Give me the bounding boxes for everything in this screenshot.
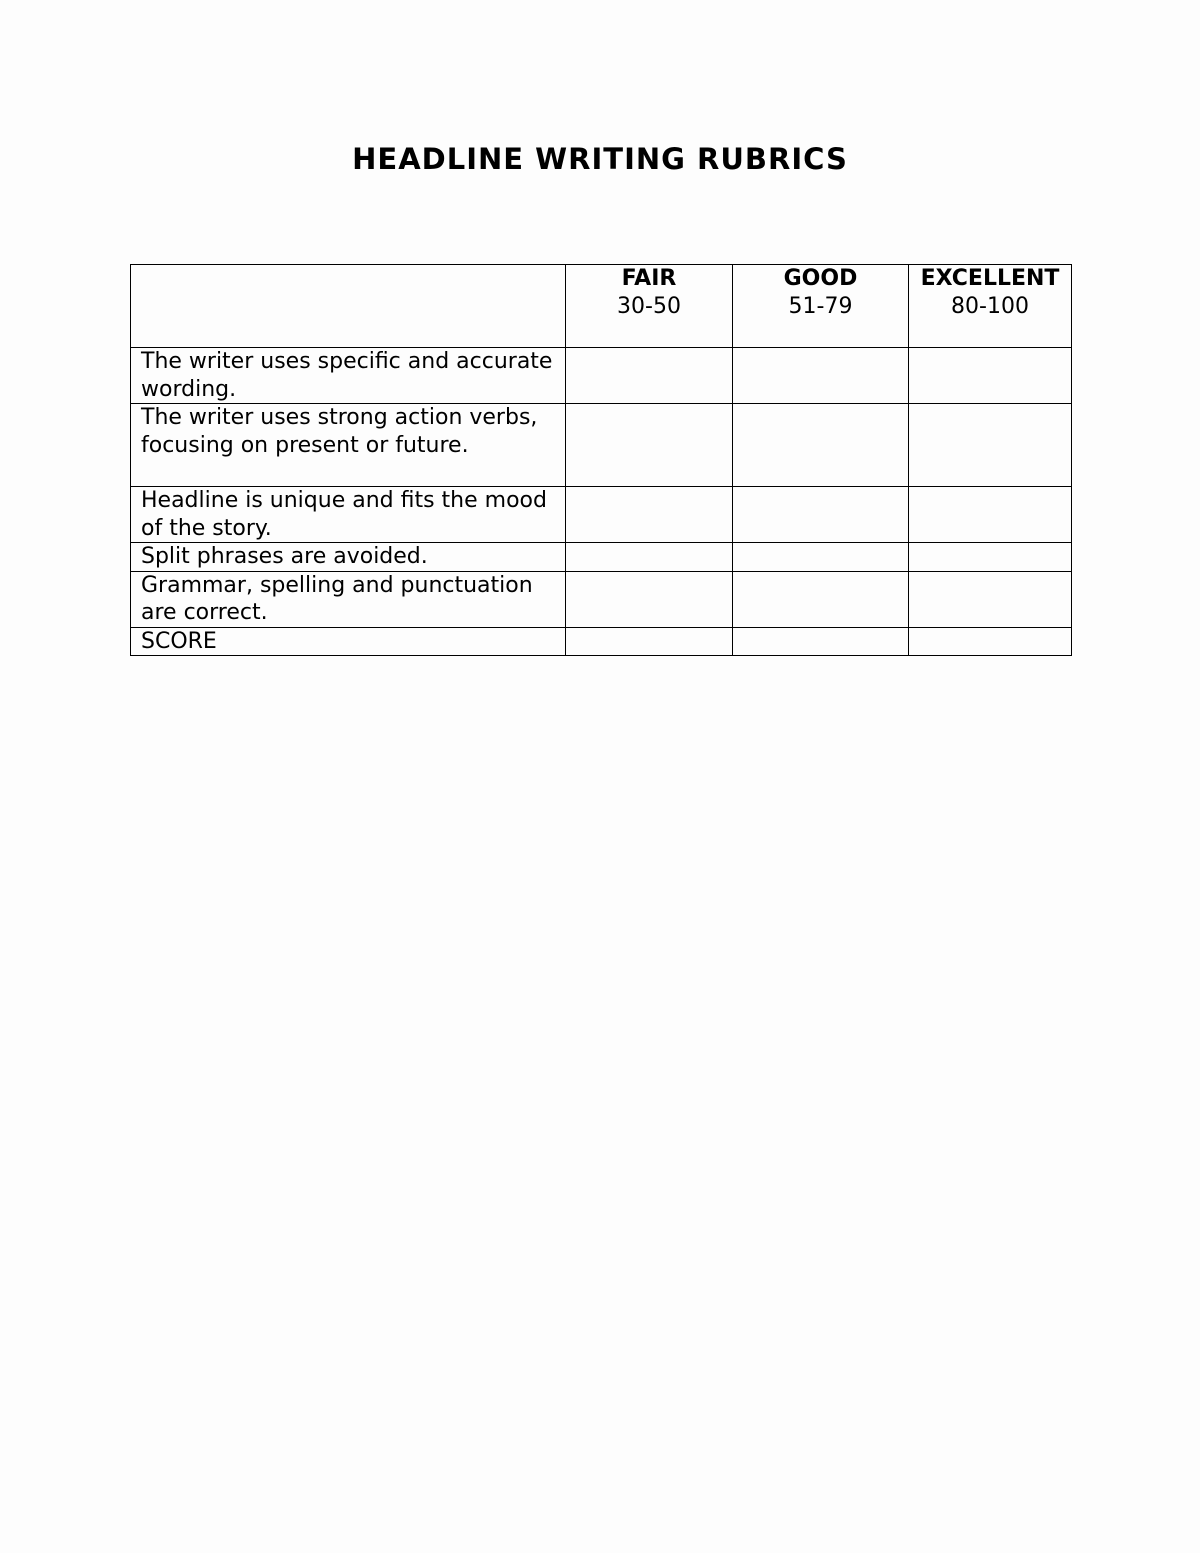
- score-cell-good: [733, 487, 909, 543]
- score-cell-good: [733, 404, 909, 487]
- table-row: [131, 487, 1072, 543]
- level-range: 30-50: [617, 293, 681, 319]
- table-row: [131, 571, 1072, 627]
- table-header-row: [131, 265, 1072, 348]
- score-cell-excellent: [909, 627, 1072, 656]
- criteria-header-cell: [131, 265, 566, 348]
- criterion-cell: The writer uses specific and accurate wording.: [131, 348, 566, 404]
- rubric-table: [130, 264, 1072, 656]
- criterion-cell: Headline is unique and fits the mood of the story.: [131, 487, 566, 543]
- criterion-cell: The writer uses strong action verbs, focusing on present or future.: [131, 404, 566, 487]
- score-cell-excellent: [909, 348, 1072, 404]
- score-cell-excellent: [909, 543, 1072, 572]
- level-header-fair: [566, 265, 733, 348]
- table-row: [131, 348, 1072, 404]
- score-cell-fair: [566, 627, 733, 656]
- level-header-excellent: [909, 265, 1072, 348]
- level-range: 51-79: [788, 293, 853, 319]
- score-cell-fair: [566, 348, 733, 404]
- score-cell-excellent: [909, 487, 1072, 543]
- level-name: GOOD: [783, 266, 858, 291]
- score-cell-good: [733, 348, 909, 404]
- level-range: 80-100: [951, 293, 1029, 319]
- score-cell-fair: [566, 543, 733, 572]
- level-name: EXCELLENT: [920, 266, 1060, 291]
- score-cell-excellent: [909, 571, 1072, 627]
- page-title: HEADLINE WRITING RUBRICS: [352, 142, 848, 176]
- score-label: SCORE: [131, 627, 566, 656]
- score-cell-fair: [566, 571, 733, 627]
- score-cell-excellent: [909, 404, 1072, 487]
- table-row: [131, 404, 1072, 487]
- criterion-cell: Grammar, spelling and punctuation are correct.: [131, 571, 566, 627]
- score-cell-good: [733, 627, 909, 656]
- score-row: [131, 627, 1072, 656]
- score-cell-good: [733, 543, 909, 572]
- score-cell-fair: [566, 487, 733, 543]
- table-row: [131, 543, 1072, 572]
- score-cell-good: [733, 571, 909, 627]
- score-cell-fair: [566, 404, 733, 487]
- level-name: FAIR: [621, 266, 677, 291]
- criterion-cell: Split phrases are avoided.: [131, 543, 566, 572]
- level-header-good: [733, 265, 909, 348]
